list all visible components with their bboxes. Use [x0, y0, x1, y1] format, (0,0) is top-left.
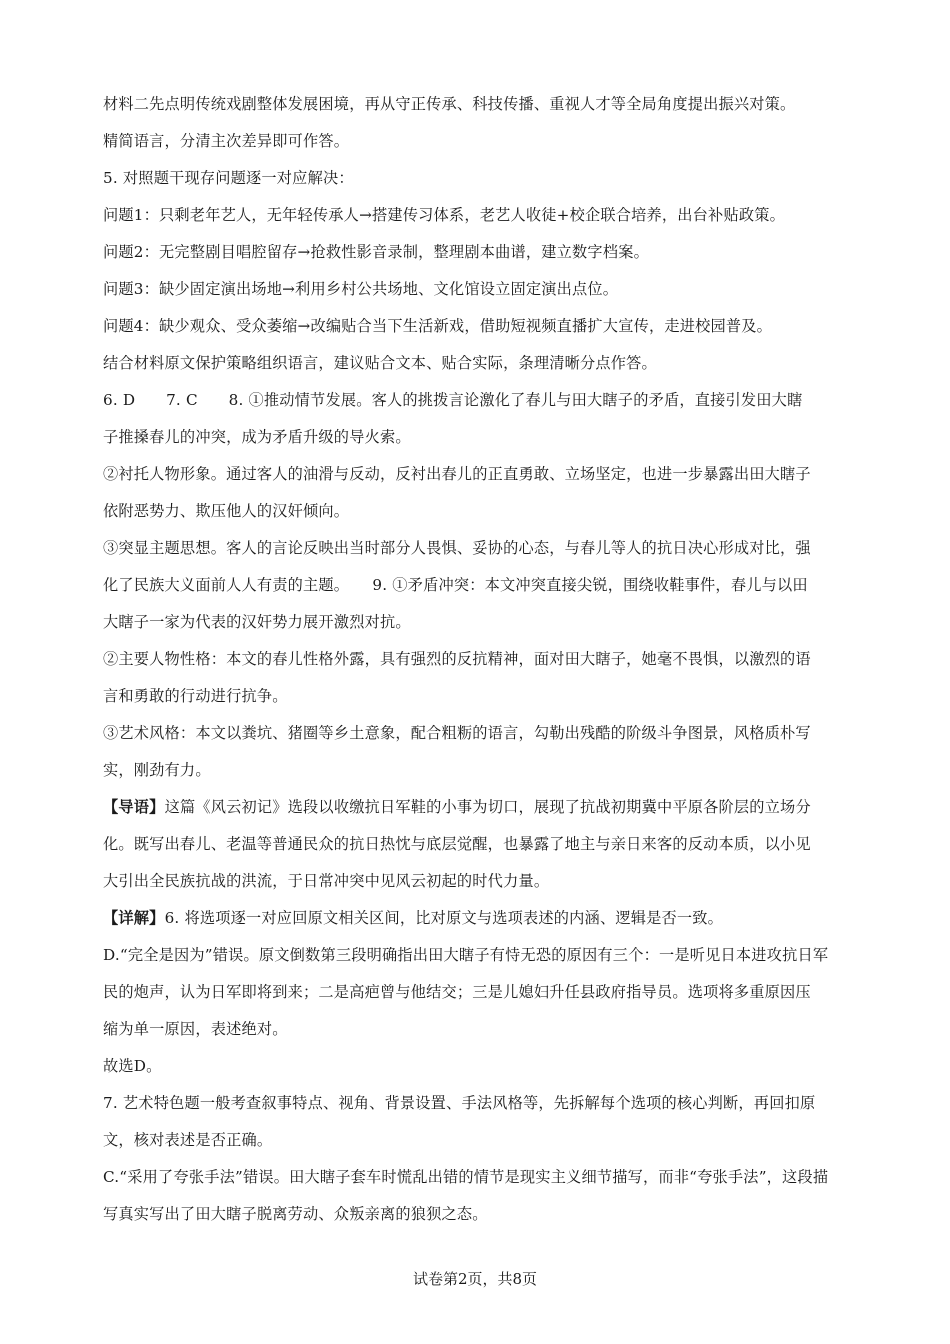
text-line: 精简语言，分清主次差异即可作答。 [103, 132, 350, 150]
text-line: 5. 对照题干现存问题逐一对应解决： [103, 169, 354, 187]
text-line: 问题1：只剩老年艺人，无年轻传承人→搭建传习体系，老艺人收徒+校企联合培养，出台补贴政策。 [103, 206, 785, 224]
text-line: 6. D 7. C 8. ①推动情节发展。客人的挑拨言论激化了春儿与田大瞎子的矛盾，直接引发田大瞎 [103, 391, 803, 409]
page-footer: 试卷第2页，共8页 [412, 1270, 538, 1288]
text-line: 结合材料原文保护策略组织语言，建议贴合文本、贴合实际，条理清晰分点作答。 [103, 354, 657, 372]
text-line: 化。既写出春儿、老温等普通民众的抗日热忱与底层觉醒，也暴露了地主与亲日来客的反动本质，以小见 [103, 835, 811, 853]
section-label: 【详解】 [103, 909, 165, 927]
text-line: 依附恶势力、欺压他人的汉奸倾向。 [103, 502, 350, 520]
text-line: 文，核对表述是否正确。 [103, 1131, 273, 1149]
text-line-content: 6. 将选项逐一对应回原文相关区间，比对原文与选项表述的内涵、逻辑是否一致。 [164, 909, 724, 927]
text-line: 化了民族大义面前人人有责的主题。 9. ①矛盾冲突：本文冲突直接尖锐，围绕收鞋事件，春儿与以田 [103, 576, 808, 594]
text-line: ②衬托人物形象。通过客人的油滑与反动，反衬出春儿的正直勇敢、立场坚定，也进一步暴露出田大瞎子 [103, 465, 811, 483]
text-line: 7. 艺术特色题一般考查叙事特点、视角、背景设置、手法风格等，先拆解每个选项的核心判断，再回扣原 [103, 1094, 816, 1112]
text-line: ③艺术风格：本文以粪坑、猪圈等乡土意象，配合粗粝的语言，勾勒出残酷的阶级斗争图景，风格质朴写 [103, 724, 811, 742]
text-line-content: 这篇《风云初记》选段以收缴抗日军鞋的小事为切口，展现了抗战初期冀中平原各阶层的立场分 [164, 798, 811, 816]
text-line: D.“完全是因为”错误。原文倒数第三段明确指出田大瞎子有恃无恐的原因有三个：一是听见日本进攻抗日军 [103, 946, 829, 964]
text-line: 问题2：无完整剧目唱腔留存→抢救性影音录制，整理剧本曲谱，建立数字档案。 [103, 243, 649, 261]
text-line: ③突显主题思想。客人的言论反映出当时部分人畏惧、妥协的心态，与春儿等人的抗日决心形成对比，强 [103, 539, 811, 557]
text-line: 问题4：缺少观众、受众萎缩→改编贴合当下生活新戏，借助短视频直播扩大宣传，走进校园普及。 [103, 317, 773, 335]
text-line [103, 797, 811, 817]
text-line: 实，刚劲有力。 [103, 761, 211, 779]
text-line: 大引出全民族抗战的洪流，于日常冲突中见风云初起的时代力量。 [103, 872, 550, 890]
text-line [103, 908, 723, 928]
text-line: 问题3：缺少固定演出场地→利用乡村公共场地、文化馆设立固定演出点位。 [103, 280, 619, 298]
text-line: 写真实写出了田大瞎子脱离劳动、众叛亲离的狼狈之态。 [103, 1205, 488, 1223]
text-line: 材料二先点明传统戏剧整体发展困境，再从守正传承、科技传播、重视人才等全局角度提出振兴对策。 [103, 95, 796, 113]
text-line: 大瞎子一家为代表的汉奸势力展开激烈对抗。 [103, 613, 411, 631]
text-line: C.“采用了夸张手法”错误。田大瞎子套车时慌乱出错的情节是现实主义细节描写，而非“夸张手法”，这段描 [103, 1168, 829, 1186]
text-line: 缩为单一原因，表述绝对。 [103, 1020, 288, 1038]
text-line: ②主要人物性格：本文的春儿性格外露，具有强烈的反抗精神，面对田大瞎子，她毫不畏惧，以激烈的语 [103, 650, 811, 668]
text-line: 言和勇敢的行动进行抗争。 [103, 687, 288, 705]
section-label: 【导语】 [103, 798, 165, 816]
text-line: 民的炮声，认为日军即将到来；二是高疤曾与他结交；三是儿媳妇升任县政府指导员。选项将多重原因压 [103, 983, 811, 1001]
text-line: 故选D。 [103, 1057, 162, 1075]
text-line: 子推搡春儿的冲突，成为矛盾升级的导火索。 [103, 428, 411, 446]
